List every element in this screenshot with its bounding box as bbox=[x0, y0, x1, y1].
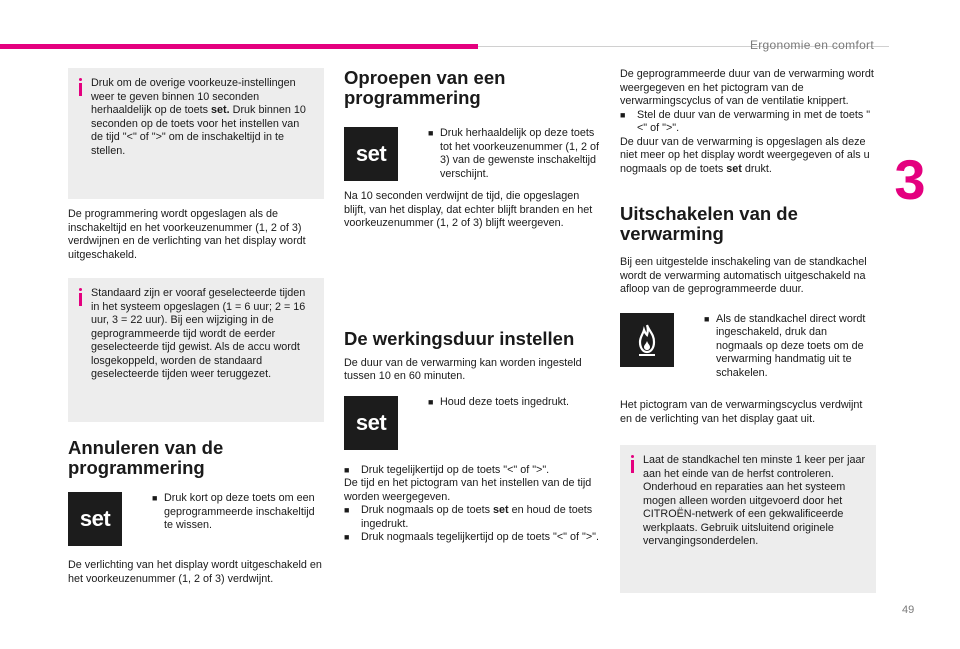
instruction bbox=[428, 127, 600, 181]
bullet-text-part1: Druk nogmaals op de toets bbox=[361, 504, 494, 516]
info-box-defaults bbox=[68, 278, 324, 422]
page-number: 49 bbox=[902, 604, 915, 616]
bullet-text: Druk tegelijkertijd op de toets "<" of ">". bbox=[361, 463, 550, 476]
bullet-text bbox=[361, 504, 600, 531]
paragraph-bold: set bbox=[726, 162, 742, 175]
set-key-label: set bbox=[79, 506, 111, 532]
bullet-icon: ■ bbox=[428, 396, 434, 407]
set-key-icon bbox=[68, 492, 122, 546]
column-middle bbox=[344, 68, 600, 545]
section-title: Ergonomie en comfort bbox=[749, 38, 874, 52]
instruction-text: Druk kort op deze toets om een geprogrammeerde inschakeltijd te wissen. bbox=[164, 492, 315, 531]
heading-cancel-program: Annuleren van de programmering bbox=[68, 437, 224, 478]
paragraph-auto-off: Bij een uitgestelde inschakeling van de standkachel wordt de verwarming automatisch uitgeschakeld na afloop van de geprogrammeerde duur. bbox=[620, 256, 867, 295]
set-key-icon bbox=[344, 396, 398, 450]
bullet-icon: ■ bbox=[344, 464, 350, 475]
column-right bbox=[620, 68, 876, 593]
info-text: Laat de standkachel ten minste 1 keer per jaar aan het einde van de herfst controleren. Onderhoud en reparaties aan het systeem mogen alleen worden uitgevoerd door het CITROËN-netwerk of een gekwalificeerde werkplaats. Gebruik uitsluitend originele vervangingsonderdelen. bbox=[643, 454, 866, 547]
bullet-line bbox=[344, 464, 600, 478]
heading-switch-off: Uitschakelen van de verwarming bbox=[620, 203, 798, 244]
header-accent-bar bbox=[0, 44, 478, 49]
bullet-icon: ■ bbox=[152, 493, 158, 503]
instruction bbox=[152, 492, 324, 533]
bullet-icon: ■ bbox=[344, 532, 350, 542]
instruction bbox=[704, 313, 876, 381]
bullet-text: Stel de duur van de verwarming in met de toets "<" of ">". bbox=[637, 108, 871, 134]
paragraph-display-off: De verlichting van het display wordt uitgeschakeld en het voorkeuzenummer (1, 2 of 3) verdwijnt. bbox=[68, 559, 322, 585]
paragraph-program-saved: De programmering wordt opgeslagen als de inschakeltijd en het voorkeuzenummer (1, 2 of 3) verdwijnen en de verlichting van het display wordt uitgeschakeld. bbox=[68, 208, 306, 261]
paragraph-time-shown: De tijd en het pictogram van het instellen van de tijd worden weergegeven. bbox=[344, 477, 592, 503]
info-text-part1: Druk om de overige voorkeuze-instellingen weer te geven binnen 10 seconden herhaaldelijk op de toets bbox=[91, 77, 296, 116]
bullet-text-bold: set bbox=[493, 504, 509, 516]
heading-set-duration: De werkingsduur instellen bbox=[344, 327, 575, 349]
info-icon bbox=[76, 288, 86, 306]
chapter-number: 3 bbox=[894, 148, 926, 211]
bullet-text: Druk nogmaals tegelijkertijd op de toets "<" of ">". bbox=[361, 531, 599, 543]
key-instruction-heater bbox=[620, 313, 876, 381]
bullet-line bbox=[344, 504, 600, 531]
bullet-icon: ■ bbox=[620, 109, 626, 120]
paragraph-icon-disappears: Het pictogram van de verwarmingscyclus verdwijnt en de verlichting van het display gaat uit. bbox=[620, 399, 863, 425]
bullet-icon: ■ bbox=[428, 128, 434, 138]
info-text: Standaard zijn er vooraf geselecteerde tijden in het systeem opgeslagen (1 = 6 uur; 2 = 16 uur, 3 = 22 uur). Bij een wijziging in de geprogrammeerde tijd wordt de eerder geselecteerde tijd gewist. Als de accu wordt losgekoppeld, worden de standaard geselecteerde tijden weer teruggezet. bbox=[91, 287, 306, 380]
instruction-text: Houd deze toets ingedrukt. bbox=[440, 395, 570, 408]
paragraph-time-disappears: Na 10 seconden verdwijnt de tijd, die opgeslagen blijft, van het display, dat echter blijft branden en het voorkeuzenummer (1, 2 of 3) blijft weergeven. bbox=[344, 190, 593, 229]
instruction bbox=[428, 396, 569, 410]
paragraph-duration-saved bbox=[620, 136, 876, 177]
flame-icon bbox=[636, 323, 658, 357]
set-key-icon bbox=[344, 127, 398, 181]
key-instruction-recall bbox=[344, 127, 600, 181]
column-left bbox=[68, 68, 324, 586]
instruction-text: Druk herhaaldelijk op deze toets tot het voorkeuzenummer (1, 2 of 3) van de gewenste inschakeltijd verschijnt. bbox=[440, 127, 600, 180]
bullet-icon: ■ bbox=[344, 505, 350, 515]
instruction-text: Als de standkachel direct wordt ingeschakeld, druk dan nogmaals op deze toets om de verwarming handmatig uit te schakelen. bbox=[716, 312, 866, 379]
paragraph-part2: drukt. bbox=[741, 162, 772, 175]
heater-key-icon bbox=[620, 313, 674, 367]
bullet-icon: ■ bbox=[704, 313, 710, 324]
bullet-text-part2: en houd de toets ingedrukt. bbox=[361, 504, 593, 530]
info-icon bbox=[76, 78, 86, 96]
info-text-part2: Druk binnen 10 seconden op de toets voor het instellen van de tijd "<" of ">" om de inschakeltijd in te stellen. bbox=[91, 104, 306, 157]
heading-recall-program: Oproepen van een programmering bbox=[344, 67, 506, 108]
paragraph-duration-shown: De geprogrammeerde duur van de verwarming wordt weergegeven en het pictogram van de verwarmingscyclus of van de ventilatie knippert. bbox=[620, 68, 874, 107]
key-instruction-cancel bbox=[68, 492, 324, 546]
paragraph-duration-range: De duur van de verwarming kan worden ingesteld tussen 10 en 60 minuten. bbox=[344, 356, 582, 382]
key-instruction-hold bbox=[344, 396, 600, 450]
info-text-bold: set. bbox=[211, 104, 230, 116]
bullet-line bbox=[344, 531, 600, 545]
paragraph-part1: De duur van de verwarming is opgeslagen als deze niet meer op het display wordt weergegeven of als u nogmaals op de toets bbox=[620, 135, 870, 175]
set-key-label: set bbox=[355, 141, 387, 167]
info-icon bbox=[628, 455, 638, 473]
info-box-maintenance bbox=[620, 445, 876, 593]
bullet-line bbox=[620, 109, 876, 136]
set-key-label: set bbox=[355, 409, 387, 435]
info-box-presets bbox=[68, 68, 324, 199]
